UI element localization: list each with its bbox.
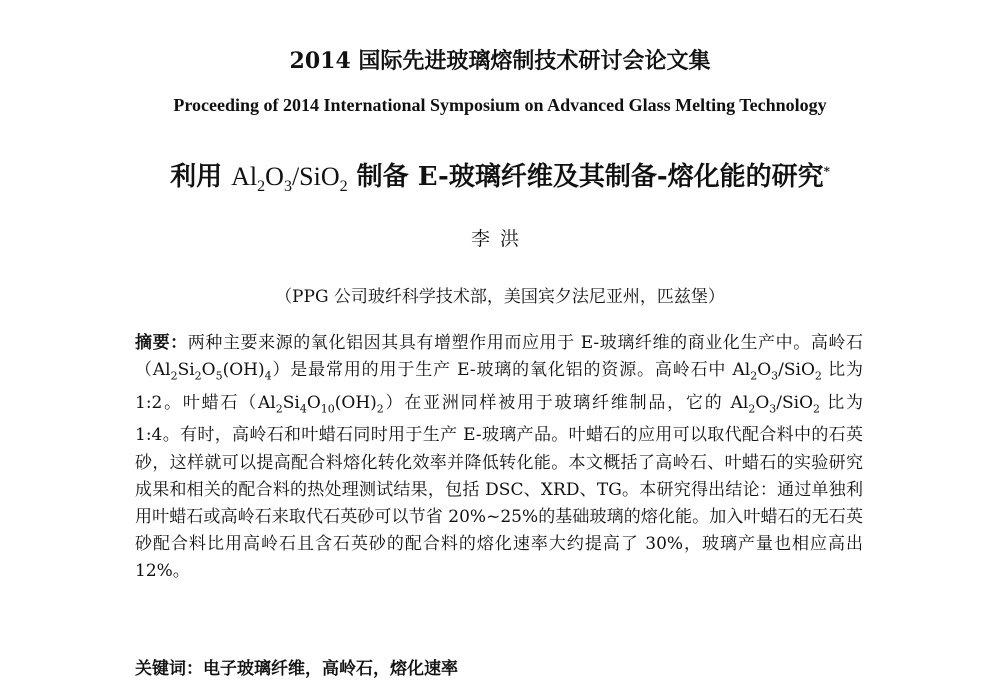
abstract-label: 摘要： bbox=[135, 333, 188, 353]
title-formula: $Al_2O_3/SiO_2$ bbox=[231, 162, 348, 196]
abstract-body: 两种主要来源的氧化铝因其具有增塑作用而应用于 E-玻璃纤维的商业化生产中。高岭石$(Al_2Si_2O_5(OH)_4)$是最常用的用于生产 E-玻璃的氧化铝的资源。高岭石中 $Al_2O_3/SiO_2$ 比为 1:2。叶蜡石$(Al_2Si_4O_{10}(OH)_2)$在亚洲同样被用于玻璃纤维制品，它的 $Al_2O_3/SiO_2$ 比为 1:4。有时，高岭石和叶蜡石同时用于生产 E-玻璃产品。叶蜡石的应用可以取代配合料中的石英砂，这样就可以提高配合料熔化转化效率并降低转化能。本文概括了高岭石、叶蜡石的实验研究成果和相关的配合料的热处理测试结果，包括 DSC、XRD、TG。本研究得出结论：通过单独利用叶蜡石或高岭石来取代石英砂可以节省 20%~25%的基础玻璃的熔化能。加入叶蜡石的无石英砂配合料比用高岭石且含石英砂的配合料的熔化速率大约提高了 30%，玻璃产量也相应高出 12%。 bbox=[135, 333, 863, 582]
proceedings-title-cn: 2014 国际先进玻璃熔制技术研讨会论文集 bbox=[289, 48, 711, 74]
keywords: 关键词：电子玻璃纤维，高岭石，熔化速率 bbox=[135, 659, 458, 679]
abstract bbox=[135, 330, 863, 586]
author-name: 李洪 bbox=[470, 228, 529, 250]
proceedings-title-en: Proceeding of 2014 International Symposium on Advanced Glass Melting Technology bbox=[173, 95, 827, 115]
paper-title bbox=[60, 156, 940, 196]
title-prefix: 利用 bbox=[170, 162, 232, 192]
title-footnote-marker: * bbox=[823, 164, 830, 179]
author-affiliation: （PPG 公司玻纤科学技术部，美国宾夕法尼亚州，匹兹堡） bbox=[275, 287, 725, 307]
title-suffix: 制备 E-玻璃纤维及其制备-熔化能的研究 bbox=[347, 162, 824, 192]
